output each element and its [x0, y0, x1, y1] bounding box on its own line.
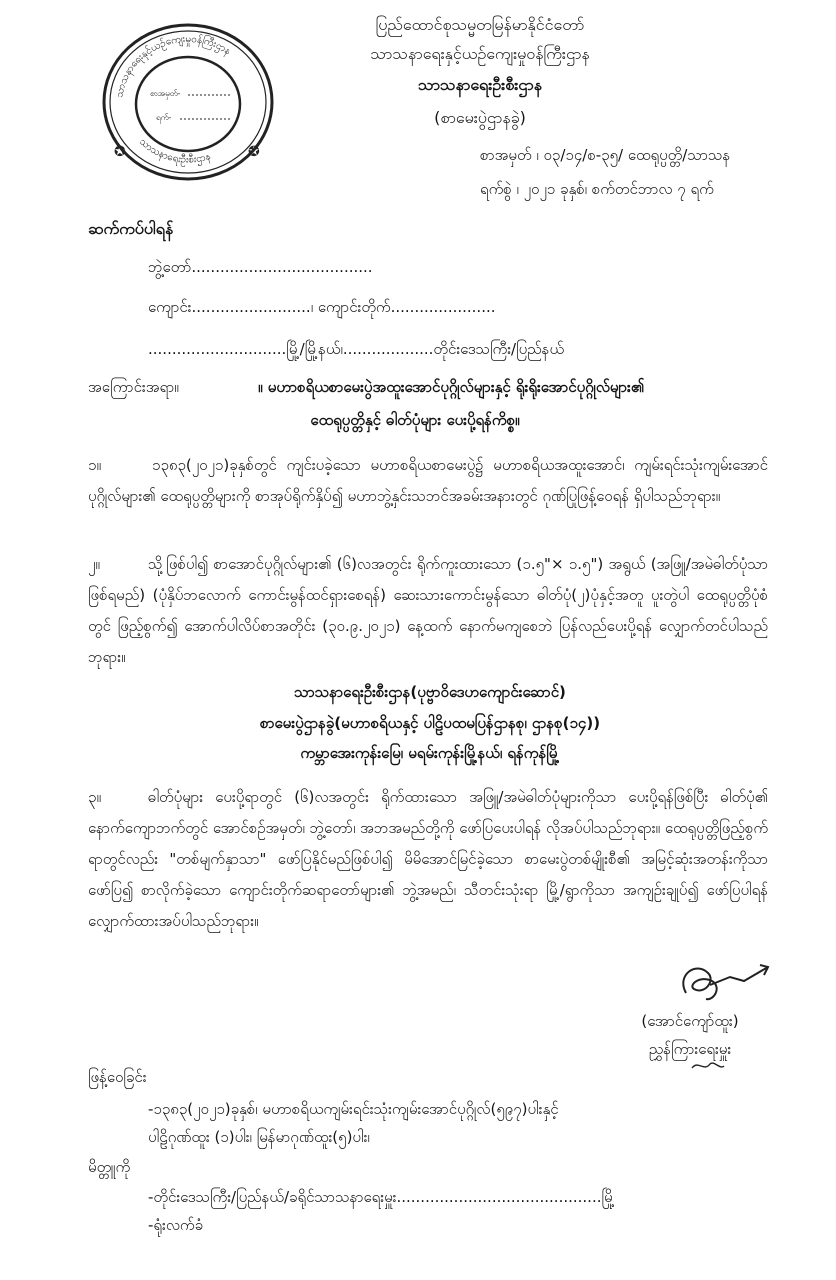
address-heading: ဆက်ကပ်ပါရန်	[88, 219, 174, 238]
header-branch: (စာမေးပွဲဌာနခွဲ)	[434, 108, 526, 127]
svg-text:စာအမှတ်-: စာအမှတ်-	[150, 89, 181, 98]
signatory-title: ညွှန်ကြားရေးမှူး	[648, 1040, 732, 1058]
address-title-line: ဘွဲ့တော်......................................	[148, 258, 373, 276]
return-address-line-2: စာမေးပွဲဌာနခွဲ(မဟာစရိယနှင့် ပါဠိပထမပြန်ဌာနစု၊ ဌာနစု(၁၄))	[259, 714, 601, 732]
copy-heading: မိတ္တူကို	[88, 1158, 131, 1176]
distribution-line-1: -၁၃၈၃(၂၀၂၁)ခုနှစ်၊ မဟာစရိယကျမ်းရင်းသုံးကျမ်းအောင်ပုဂ္ဂိုလ်(၅၉၇)ပါးနှင့်	[148, 1100, 559, 1118]
paragraph-3: ဓါတ်ပုံများ ပေးပို့ရာတွင် (၆)လအတွင်း ရိုက်ထားသော အဖြူ/အမဲဓါတ်ပုံများကိုသာ ပေးပို့ရန်ဖြစ်ပြီး ဓါတ်ပုံ၏ နောက်ကျောဘက်တွင် အောင်စဉ်အမှတ်၊ ဘွဲ့တော်၊ အဘအမည်တို့ကို ဖော်ပြပေးပါရန် လိုအပ်ပါသည်ဘုရား။ ထေရုပ္ပတ္တိဖြည့်စွက်ရာတွင်လည်း "တစ်မျက်နှာသာ" ဖော်ပြနိုင်မည်ဖြစ်ပါ၍ မိမိအောင်မြင်ခဲ့သော စာမေးပွဲတစ်မျိုးစီ၏ အမြင့်ဆုံးအတန်းကိုသာ ဖော်ပြ၍ စာလိုက်ခဲ့သော ကျောင်းတိုက်ဆရာတော်များ၏ ဘွဲ့အမည်၊ သီတင်းသုံးရာ မြို့/ရွာကိုသာ အကျဉ်းချုပ်၍ ဖော်ပြပါရန် လျှောက်ထားအပ်ပါသည်ဘုရား။	[88, 788, 768, 930]
header-department: သာသနာရေးဦးစီးဌာန	[417, 75, 543, 94]
paragraph-number: ၃။	[88, 788, 101, 806]
distribution-line-2: ပါဠိဂုဏ်ထူး (၁)ပါး၊ မြန်မာဂုဏ်ထူး(၅)ပါး၊	[148, 1128, 370, 1146]
reference-number: စာအမှတ် ၊ ၀၃/၁၄/စ-၃၅/ ထေရုပ္ပတ္တိ/သာသန	[480, 146, 731, 164]
seal-stamp-icon	[100, 22, 275, 182]
copy-line-1: -တိုင်းဒေသကြီး/ပြည်နယ်/ခရိုင်သာသနာရေးမှူး...........................................မြို့	[148, 1188, 615, 1206]
svg-text:သာသနာရေးနှင့်ယဉ်ကျေးမှုဝန်ကြီး: သာသနာရေးနှင့်ယဉ်ကျေးမှုဝန်ကြီးဌာန	[114, 33, 233, 99]
address-monastery-line: ကျောင်း.........................၊ ကျောင်းတိုက်......................	[148, 298, 496, 316]
distribution-heading: ဖြန့်ဝေခြင်း	[88, 1068, 147, 1086]
return-address-line-1: သာသနာရေးဦးစီးဌာန(ပုဗ္ဗာဝိဒေဟကျောင်းဆောင်)	[294, 683, 566, 701]
handwritten-signature-icon	[666, 955, 776, 1015]
header-ministry: သာသနာရေးနှင့်ယဉ်ကျေးမှုဝန်ကြီးဌာန	[370, 44, 590, 63]
paragraph-number: ၁။	[88, 456, 101, 474]
initials-icon	[690, 1058, 726, 1074]
header-country: ပြည်ထောင်စုသမ္မတမြန်မာနိုင်ငံတော်	[375, 15, 585, 34]
letter-date: ရက်စွဲ ၊ ၂၀၂၁ ခုနှစ်၊ စက်တင်ဘာလ ၇ ရက်	[480, 180, 714, 198]
subject-line-2: ထေရုပ္ပတ္တိနှင့် ဓါတ်ပုံများ ပေးပို့ရန်ကိစ္စ။	[310, 411, 520, 429]
return-address-line-3: ကမ္ဘာအေးကုန်းမြေ၊ မရမ်းကုန်းမြို့နယ်၊ ရန်ကုန်မြို့	[300, 744, 560, 762]
address-township-line: .............................မြို့/မြို့နယ်၊...................တိုင်းဒေသကြီး/ပြည်နယ်	[148, 340, 565, 358]
paragraph-2: သို့ဖြစ်ပါ၍ စာအောင်ပုဂ္ဂိုလ်များ၏ (၆)လအတွင်း ရိုက်ကူးထားသော (၁.၅"× ၁.၅") အရွယ် (အဖြူ/အမဲဓါတ်ပုံသာဖြစ်ရမည်) (ပုံနှိပ်ဘလောက် ကောင်းမွန်ထင်ရှားစေရန်) ဆေးသားကောင်းမွန်သော ဓါတ်ပုံ(၂)ပုံနှင့်အတူ ပူးတွဲပါ ထေရုပ္ပတ္တိပုံစံတွင် ဖြည့်စွက်၍ အောက်ပါလိပ်စာအတိုင်း (၃၀.၉.၂၀၂၁) နေ့ထက် နောက်မကျစေဘဲ ပြန်လည်ပေးပို့ရန် လျှောက်တင်ပါသည်ဘုရား။	[88, 555, 768, 666]
paragraph-1: ၁၃၈၃(၂၀၂၁)ခုနှစ်တွင် ကျင်းပခဲ့သော မဟာစရိယစာမေးပွဲ၌ မဟာစရိယအထူးအောင်၊ ကျမ်းရင်းသုံးကျမ်းအောင်ပုဂ္ဂိုလ်များ၏ ထေရုပ္ပတ္တိများကို စာအုပ်ရိုက်နှိပ်၍ မဟာဘွဲ့နှင်းသဘင်အခမ်းအနားတွင် ဂုဏ်ပြုဖြန့်ဝေရန် ရှိပါသည်ဘုရား။	[88, 456, 768, 505]
subject-line-1: ။ မဟာစရိယစာမေးပွဲအထူးအောင်ပုဂ္ဂိုလ်များနှင့် ရိုးရိုးအောင်ပုဂ္ဂိုလ်များ၏	[258, 378, 645, 396]
paragraph-number: ၂။	[88, 555, 100, 573]
copy-line-2: -ရုံးလက်ခံ	[148, 1216, 204, 1234]
svg-text:သာသနာရေးဦးစီးဌာန: သာသနာရေးဦးစီးဌာန	[137, 136, 212, 166]
svg-text:ရက်-: ရက်-	[156, 113, 172, 122]
svg-text:✪: ✪	[114, 144, 126, 160]
signatory-name: (အောင်ကျော်ထူး)	[641, 1012, 739, 1030]
subject-label: အကြောင်းအရာ။	[88, 378, 179, 396]
svg-text:✪: ✪	[248, 144, 260, 160]
official-seal	[100, 22, 275, 182]
